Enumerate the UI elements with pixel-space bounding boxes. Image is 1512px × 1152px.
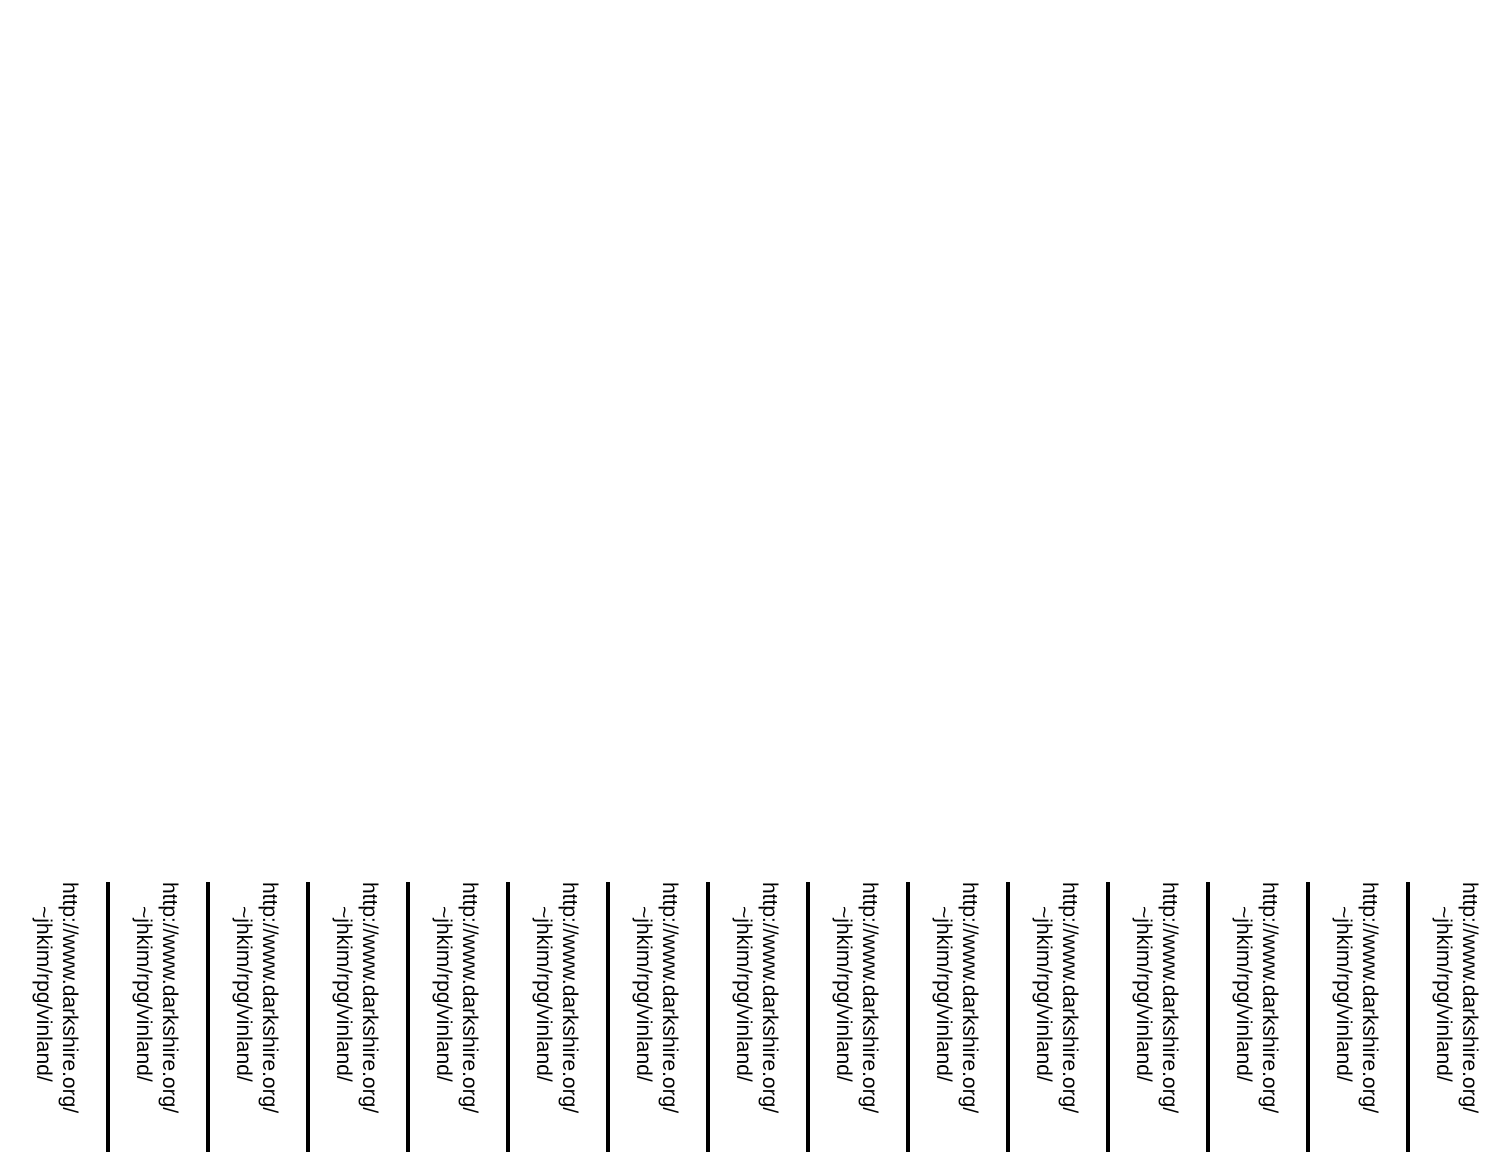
tear-off-url — [322, 882, 382, 1152]
tear-off-url — [922, 882, 982, 1152]
url-line-1: http://www.darkshire.org/ — [858, 882, 881, 1114]
url-line-1: http://www.darkshire.org/ — [1258, 882, 1281, 1114]
url-line-1: http://www.darkshire.org/ — [258, 882, 281, 1114]
url-line-1: http://www.darkshire.org/ — [158, 882, 181, 1114]
tear-off-tab — [900, 882, 1000, 1152]
tear-off-url — [1322, 882, 1382, 1152]
url-line-2: ~jhkim/rpg/vinland/ — [832, 906, 855, 1082]
tear-off-tab — [200, 882, 300, 1152]
tear-off-tab — [600, 882, 700, 1152]
tear-off-tab — [1100, 882, 1200, 1152]
tear-off-url — [1422, 882, 1482, 1152]
url-line-2: ~jhkim/rpg/vinland/ — [532, 906, 555, 1082]
url-line-1: http://www.darkshire.org/ — [1158, 882, 1181, 1114]
tear-off-tab — [500, 882, 600, 1152]
url-line-1: http://www.darkshire.org/ — [958, 882, 981, 1114]
tear-off-url — [122, 882, 182, 1152]
tear-off-url — [1122, 882, 1182, 1152]
url-line-2: ~jhkim/rpg/vinland/ — [1032, 906, 1055, 1082]
url-line-2: ~jhkim/rpg/vinland/ — [332, 906, 355, 1082]
url-line-2: ~jhkim/rpg/vinland/ — [1432, 906, 1455, 1082]
url-line-1: http://www.darkshire.org/ — [1458, 882, 1481, 1114]
url-line-2: ~jhkim/rpg/vinland/ — [1332, 906, 1355, 1082]
tear-off-tab — [700, 882, 800, 1152]
url-line-2: ~jhkim/rpg/vinland/ — [232, 906, 255, 1082]
url-line-1: http://www.darkshire.org/ — [458, 882, 481, 1114]
url-line-2: ~jhkim/rpg/vinland/ — [932, 906, 955, 1082]
url-line-2: ~jhkim/rpg/vinland/ — [1232, 906, 1255, 1082]
tear-off-url — [1022, 882, 1082, 1152]
tear-off-tab — [1000, 882, 1100, 1152]
tear-off-url — [722, 882, 782, 1152]
url-line-1: http://www.darkshire.org/ — [558, 882, 581, 1114]
tear-off-tab — [1300, 882, 1400, 1152]
tear-off-url — [1222, 882, 1282, 1152]
tear-off-url — [522, 882, 582, 1152]
url-line-1: http://www.darkshire.org/ — [658, 882, 681, 1114]
tear-off-url — [222, 882, 282, 1152]
tear-off-url — [22, 882, 82, 1152]
tear-off-tab — [100, 882, 200, 1152]
url-line-2: ~jhkim/rpg/vinland/ — [32, 906, 55, 1082]
url-line-1: http://www.darkshire.org/ — [758, 882, 781, 1114]
url-line-2: ~jhkim/rpg/vinland/ — [632, 906, 655, 1082]
tear-off-tab — [400, 882, 500, 1152]
url-line-2: ~jhkim/rpg/vinland/ — [132, 906, 155, 1082]
url-line-1: http://www.darkshire.org/ — [358, 882, 381, 1114]
tear-off-url — [622, 882, 682, 1152]
tear-off-tab — [0, 882, 100, 1152]
url-line-1: http://www.darkshire.org/ — [1358, 882, 1381, 1114]
url-line-1: http://www.darkshire.org/ — [1058, 882, 1081, 1114]
tear-off-tab — [800, 882, 900, 1152]
url-line-2: ~jhkim/rpg/vinland/ — [1132, 906, 1155, 1082]
tear-off-url — [822, 882, 882, 1152]
url-line-2: ~jhkim/rpg/vinland/ — [732, 906, 755, 1082]
tear-off-url — [422, 882, 482, 1152]
tear-off-tab — [300, 882, 400, 1152]
url-line-1: http://www.darkshire.org/ — [58, 882, 81, 1114]
tear-off-tab — [1400, 882, 1500, 1152]
tear-off-tab — [1200, 882, 1300, 1152]
url-line-2: ~jhkim/rpg/vinland/ — [432, 906, 455, 1082]
tear-off-strips — [0, 882, 1512, 1152]
